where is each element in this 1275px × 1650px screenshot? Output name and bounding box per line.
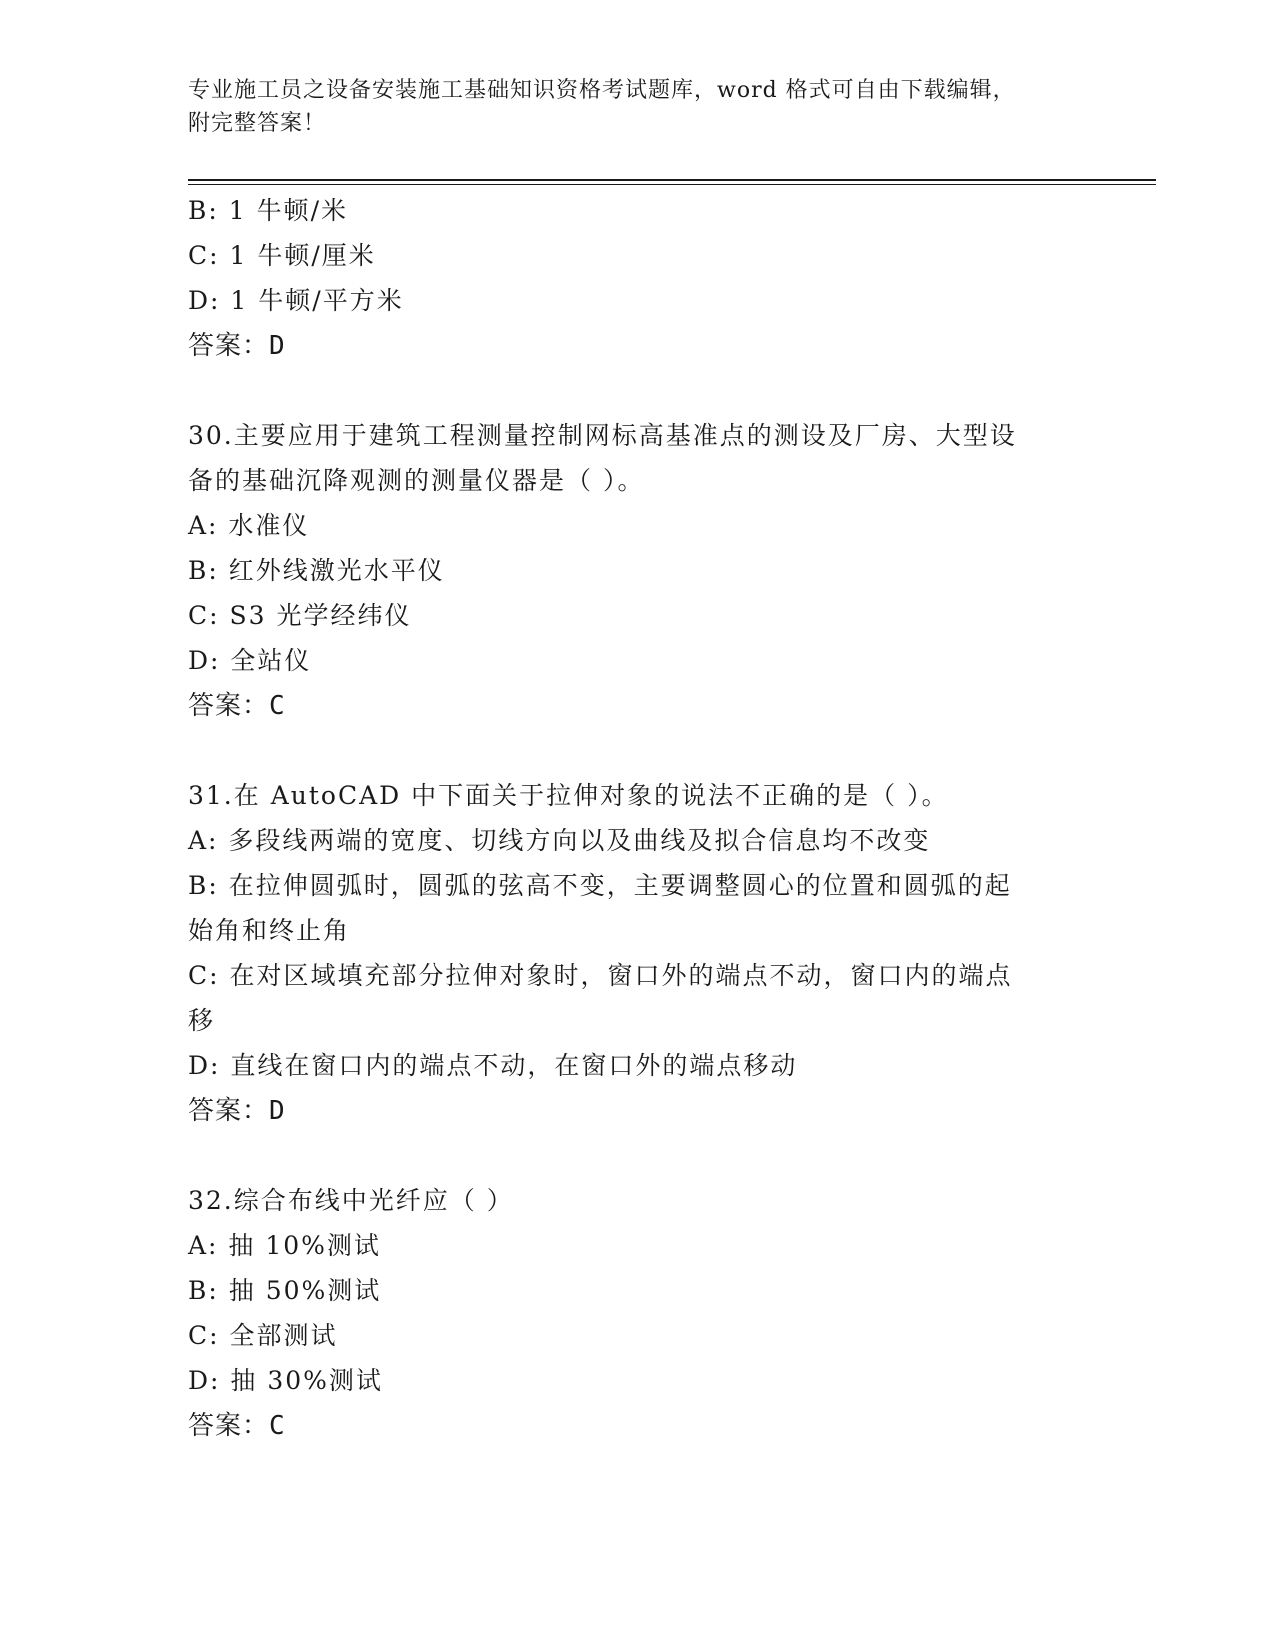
question-stem: 30.主要应用于建筑工程测量控制网标高基准点的测设及厂房、大型设 xyxy=(188,421,1017,450)
option-b-continued: 始角和终止角 xyxy=(188,916,351,945)
answer-label: 答案：D xyxy=(188,331,286,361)
option-d: D: 全站仪 xyxy=(188,646,312,675)
document-header xyxy=(188,74,1068,140)
option-b: B: 抽 50%测试 xyxy=(188,1276,382,1305)
option-d: D: 1 牛顿/平方米 xyxy=(188,286,404,315)
question-list xyxy=(188,188,1088,1449)
option-d: D: 抽 30%测试 xyxy=(188,1366,383,1395)
question-gap xyxy=(188,1134,1088,1178)
question-stem: 32.综合布线中光纤应（ ） xyxy=(188,1186,514,1215)
header-rule-thin xyxy=(188,184,1156,185)
option-b: B: 在拉伸圆弧时，圆弧的弦高不变，主要调整圆心的位置和圆弧的起 xyxy=(188,871,1012,900)
option-a: A: 水准仪 xyxy=(188,511,310,540)
option-a: A: 多段线两端的宽度、切线方向以及曲线及拟合信息均不改变 xyxy=(188,826,931,855)
header-line-2: 附完整答案！ xyxy=(188,111,327,136)
answer-label: 答案：C xyxy=(188,691,286,721)
header-line-1: 专业施工员之设备安装施工基础知识资格考试题库，word 格式可自由下载编辑， xyxy=(188,78,1016,103)
question-stem: 31.在 AutoCAD 中下面关于拉伸对象的说法不正确的是（ ）。 xyxy=(188,781,949,810)
option-d: D: 直线在窗口内的端点不动，在窗口外的端点移动 xyxy=(188,1051,798,1080)
question-30-block xyxy=(188,413,1088,729)
option-b: B: 1 牛顿/米 xyxy=(188,196,349,225)
answer-label: 答案：D xyxy=(188,1096,286,1126)
option-c: C: 在对区域填充部分拉伸对象时，窗口外的端点不动，窗口内的端点 xyxy=(188,961,1013,990)
question-31-block xyxy=(188,773,1088,1134)
question-gap xyxy=(188,729,1088,773)
option-c-continued: 移 xyxy=(188,1006,216,1035)
question-29-block xyxy=(188,188,1088,369)
question-stem-continued: 备的基础沉降观测的测量仪器是（ ）。 xyxy=(188,466,645,495)
option-c: C: 1 牛顿/厘米 xyxy=(188,241,376,270)
option-c: C: S3 光学经纬仪 xyxy=(188,601,412,630)
question-gap xyxy=(188,369,1088,413)
answer-label: 答案：C xyxy=(188,1411,286,1441)
header-rule-thick xyxy=(188,179,1156,181)
option-b: B: 红外线激光水平仪 xyxy=(188,556,445,585)
option-c: C: 全部测试 xyxy=(188,1321,338,1350)
question-32-block xyxy=(188,1178,1088,1449)
option-a: A: 抽 10%测试 xyxy=(188,1231,381,1260)
